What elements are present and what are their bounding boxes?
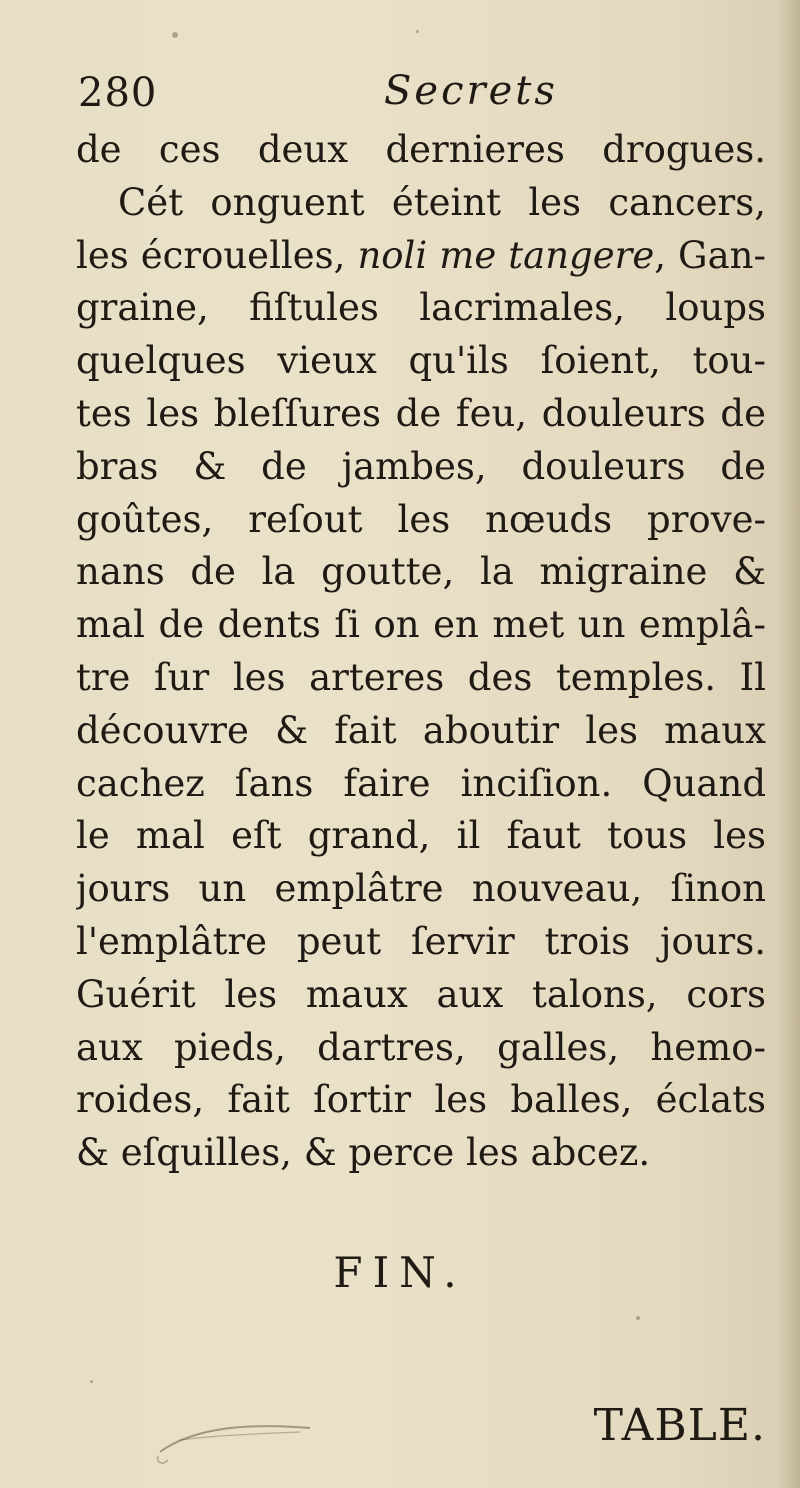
text-line: Guérit les maux aux talons, cors xyxy=(76,972,766,1016)
text-line: tes les bleſſures de feu, douleurs de xyxy=(76,391,766,435)
latin-phrase: noli me tangere xyxy=(357,233,655,277)
text-line: mal de dents ſi on en met un emplâ- xyxy=(76,603,766,647)
text-line: aux pieds, dartres, galles, hemo- xyxy=(76,1025,766,1069)
text-line: goûtes, reſout les nœuds prove- xyxy=(76,497,766,541)
text-line: nans de la goutte, la migraine & xyxy=(76,550,766,594)
end-mark: FIN. xyxy=(333,1248,467,1297)
text-line-last: & eſquilles, & perce les abcez. xyxy=(76,1131,651,1175)
text-line: cachez ſans faire inciſion. Quand xyxy=(76,761,766,805)
text-segment: , Gan- xyxy=(654,233,766,277)
paper-speck xyxy=(90,1380,93,1383)
paper-speck xyxy=(172,32,178,38)
page-number: 280 xyxy=(78,70,158,116)
ink-flourish xyxy=(150,1410,320,1470)
text-line: de ces deux dernieres drogues. xyxy=(76,128,766,171)
paper-speck xyxy=(416,30,419,33)
body-text xyxy=(76,124,766,1180)
text-line-with-latin-phrase xyxy=(76,230,766,283)
text-line: tre ſur les arteres des temples. Il xyxy=(76,655,766,699)
paper-speck xyxy=(636,1316,640,1320)
text-line: Cét onguent éteint les cancers, xyxy=(118,180,766,224)
text-segment: les écrouelles, xyxy=(76,233,358,277)
text-line: bras & de jambes, douleurs de xyxy=(76,444,766,488)
text-line: jours un emplâtre nouveau, ſinon xyxy=(76,867,766,911)
catchword: TABLE. xyxy=(593,1400,766,1451)
text-line: quelques vieux qu'ils ſoient, tou- xyxy=(76,339,766,383)
running-title: Secrets xyxy=(384,68,558,114)
text-line: roides, fait ſortir les balles, éclats xyxy=(76,1078,766,1122)
text-line: l'emplâtre peut ſervir trois jours. xyxy=(76,919,766,963)
text-line: le mal eſt grand, il faut tous les xyxy=(76,814,766,858)
page-header xyxy=(78,70,768,130)
text-line: découvre & fait aboutir les maux xyxy=(76,708,766,752)
text-line: graine, fiſtules lacrimales, loups xyxy=(76,286,766,330)
